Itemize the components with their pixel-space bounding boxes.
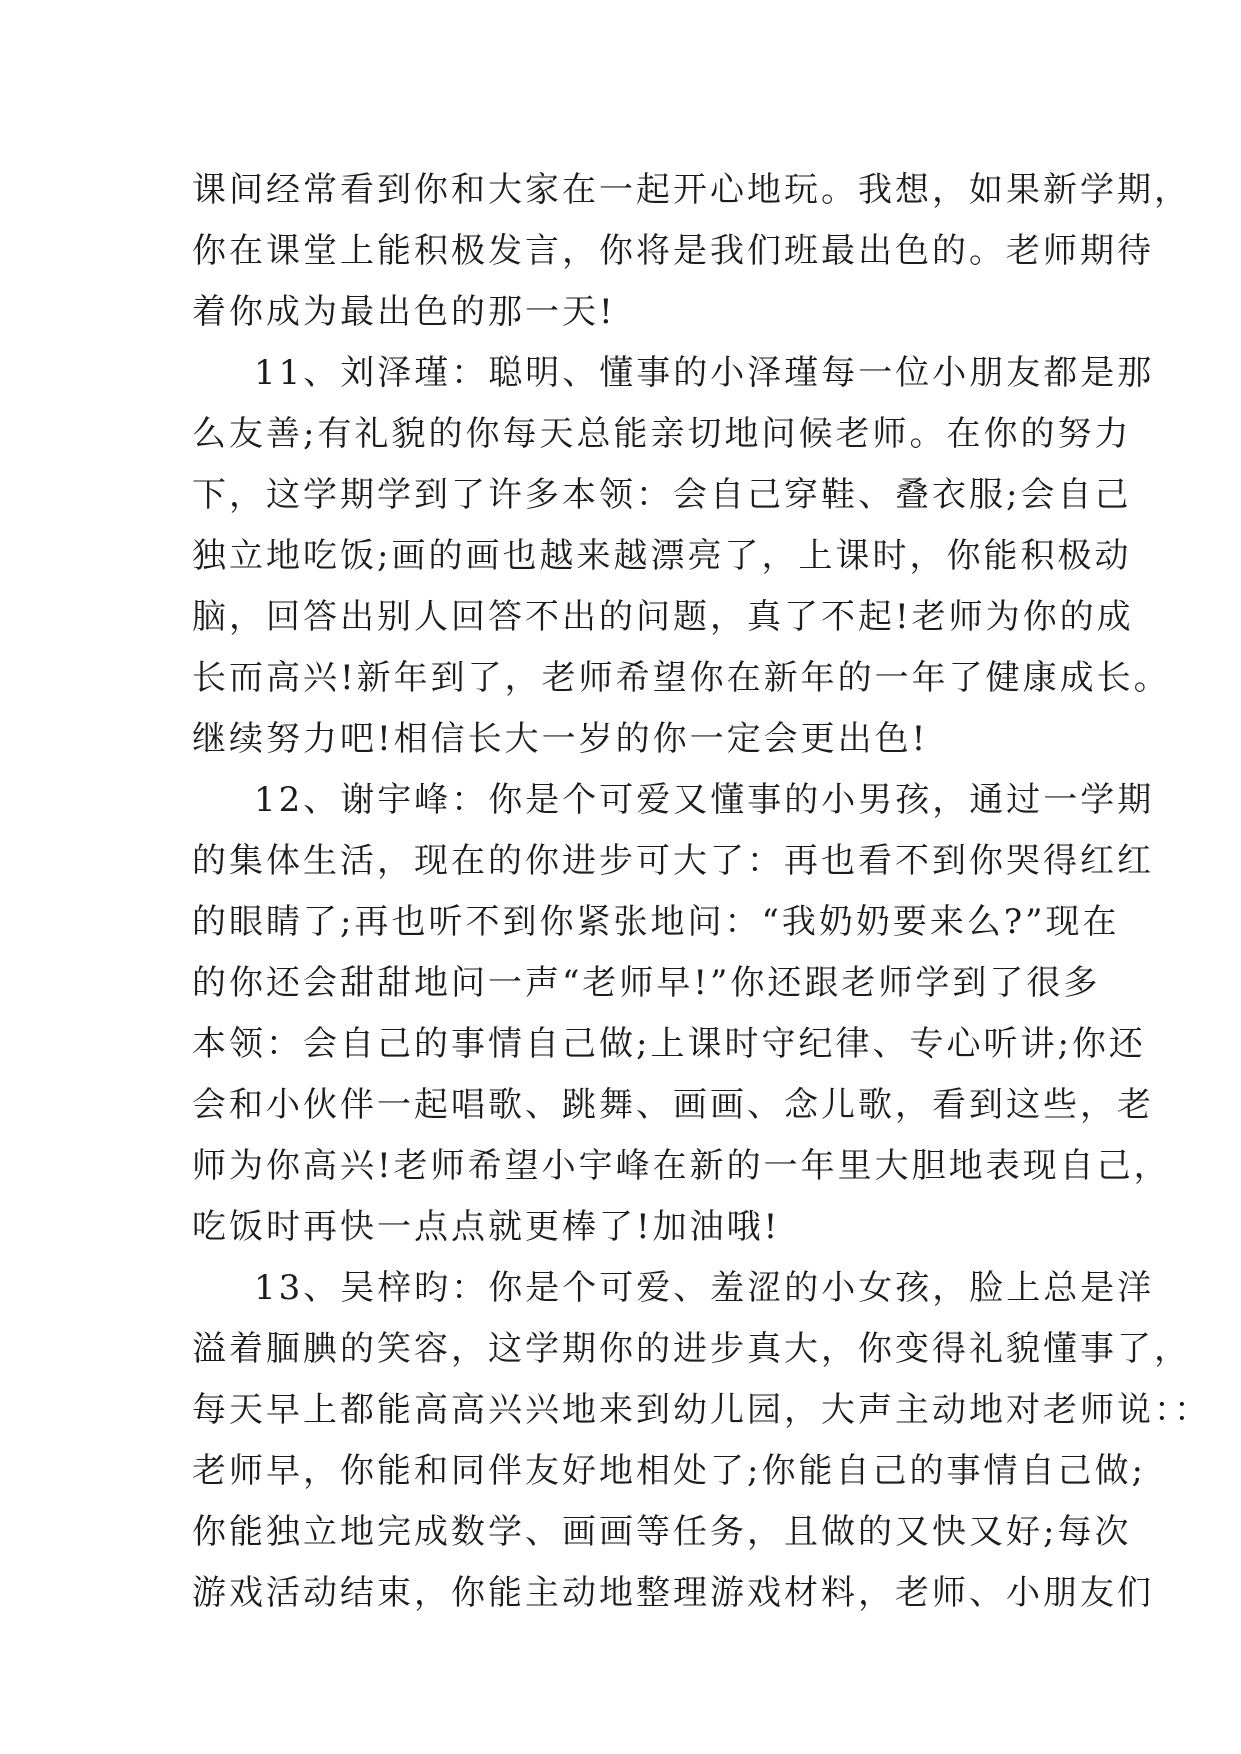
text-line: 长而高兴!新年到了，老师希望你在新年的一年了健康成长。 bbox=[192, 658, 1171, 698]
text-line: 你在课堂上能积极发言，你将是我们班最出色的。老师期待 bbox=[192, 231, 1154, 271]
text-line: 脑，回答出别人回答不出的问题，真了不起!老师为你的成 bbox=[192, 597, 1134, 637]
text-line: 独立地吃饭;画的画也越来越漂亮了，上课时，你能积极动 bbox=[192, 536, 1132, 576]
paragraph-start-line: 12、谢宇峰：你是个可爱又懂事的小男孩，通过一学期 bbox=[254, 780, 1155, 820]
text-line: 么友善;有礼貌的你每天总能亲切地问候老师。在你的努力 bbox=[192, 414, 1132, 454]
text-line: 每天早上都能高高兴兴地来到幼儿园，大声主动地对老师说：： bbox=[192, 1390, 1211, 1430]
text-line: 老师早，你能和同伴友好地相处了;你能自己的事情自己做; bbox=[192, 1451, 1146, 1491]
text-line: 吃饭时再快一点点就更棒了!加油哦! bbox=[192, 1207, 781, 1247]
paragraph-start-line: 13、吴梓昀：你是个可爱、羞涩的小女孩，脸上总是洋 bbox=[254, 1268, 1155, 1308]
text-line: 本领：会自己的事情自己做;上课时守纪律、专心听讲;你还 bbox=[192, 1024, 1146, 1064]
document-body bbox=[192, 160, 1211, 1624]
paragraph-start-line: 11、刘泽瑾：聪明、懂事的小泽瑾每一位小朋友都是那 bbox=[254, 353, 1155, 393]
text-line: 溢着腼腆的笑容，这学期你的进步真大，你变得礼貌懂事了， bbox=[192, 1329, 1191, 1369]
text-line: 下，这学期学到了许多本领：会自己穿鞋、叠衣服;会自己 bbox=[192, 475, 1132, 515]
text-line: 的你还会甜甜地问一声“老师早!”你还跟老师学到了很多 bbox=[192, 963, 1101, 1003]
text-line: 着你成为最出色的那一天! bbox=[192, 292, 616, 332]
text-line: 游戏活动结束，你能主动地整理游戏材料，老师、小朋友们 bbox=[192, 1573, 1154, 1613]
text-line: 的集体生活，现在的你进步可大了：再也看不到你哭得红红 bbox=[192, 841, 1154, 881]
text-line: 你能独立地完成数学、画画等任务，且做的又快又好;每次 bbox=[192, 1512, 1132, 1552]
text-line: 会和小伙伴一起唱歌、跳舞、画画、念儿歌，看到这些，老 bbox=[192, 1085, 1154, 1125]
text-line: 继续努力吧!相信长大一岁的你一定会更出色! bbox=[192, 719, 929, 759]
text-line: 的眼睛了;再也听不到你紧张地问：“我奶奶要来么?”现在 bbox=[192, 902, 1120, 942]
text-line: 师为你高兴!老师希望小宇峰在新的一年里大胆地表现自己， bbox=[192, 1146, 1171, 1186]
text-line: 课间经常看到你和大家在一起开心地玩。我想，如果新学期， bbox=[192, 170, 1191, 210]
